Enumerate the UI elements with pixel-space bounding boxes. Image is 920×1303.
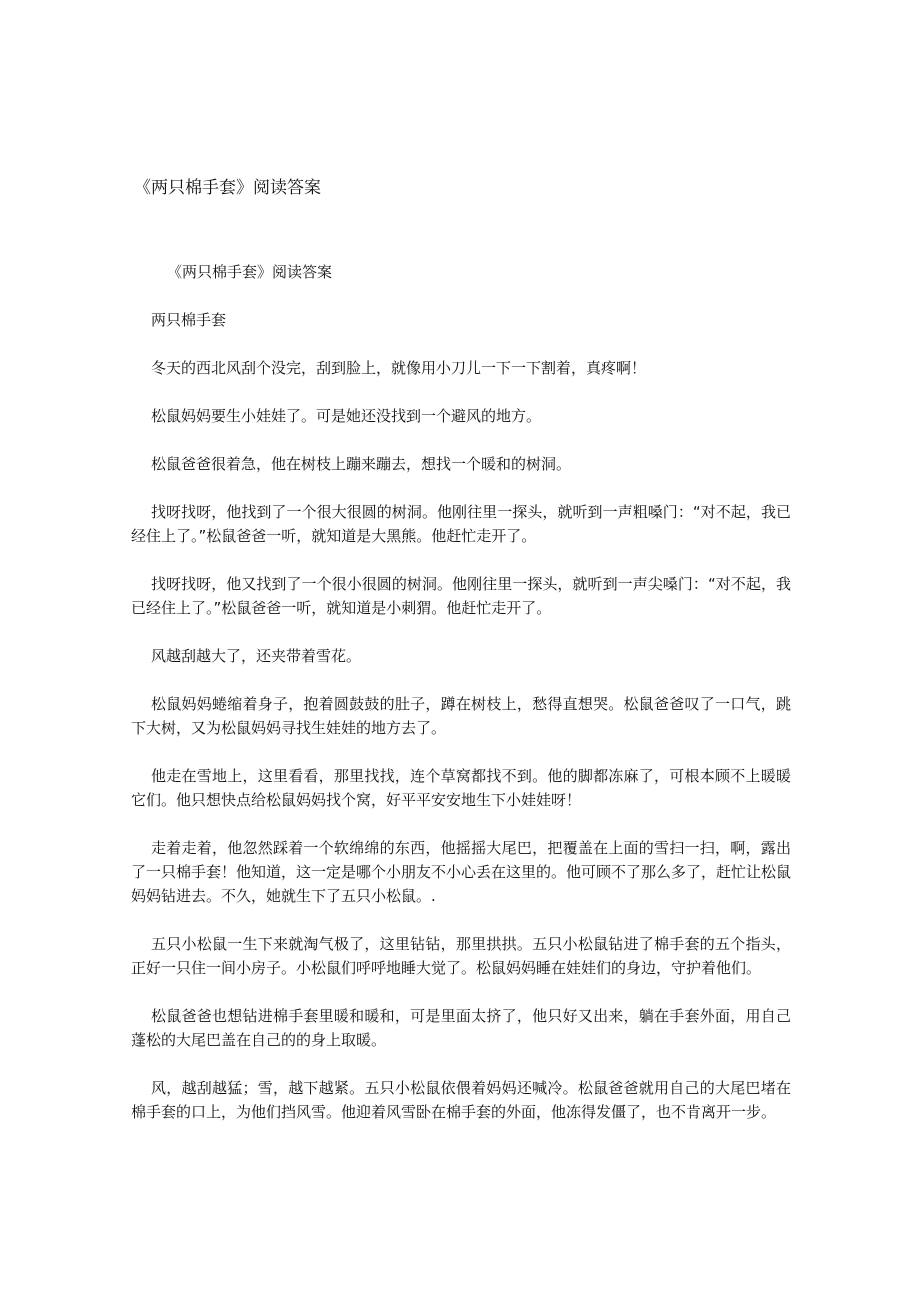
- paragraph: 松鼠妈妈蜷缩着身子，抱着圆鼓鼓的肚子，蹲在树枝上，愁得直想哭。松鼠爸爸叹了一口气，跳下大树，又为松鼠妈妈寻找生娃娃的地方去了。: [131, 695, 791, 737]
- body-heading: 《两只棉手套》阅读答案: [167, 263, 333, 281]
- paragraph: 找呀找呀，他找到了一个很大很圆的树洞。他刚往里一探头，就听到一声粗嗓门：“对不起，我已经住上了。”松鼠爸爸一听，就知道是大黑熊。他赶忙走开了。: [131, 503, 791, 545]
- paragraph: 风越刮越大了，还夹带着雪花。: [151, 647, 362, 665]
- paragraph: 找呀找呀，他又找到了一个很小很圆的树洞。他刚往里一探头，就听到一声尖嗓门：“对不起，我已经住上了。”松鼠爸爸一听，就知道是小刺猬。他赶忙走开了。: [131, 575, 791, 617]
- paragraph: 他走在雪地上，这里看看，那里找找，连个草窝都找不到。他的脚都冻麻了，可根本顾不上暖暖它们。他只想快点给松鼠妈妈找个窝，好平平安安地生下小娃娃呀！: [131, 767, 791, 809]
- document-body: [131, 260, 791, 1148]
- paragraph: 风，越刮越猛；雪，越下越紧。五只小松鼠依偎着妈妈还喊冷。松鼠爸爸就用自己的大尾巴堵在棉手套的口上，为他们挡风雪。他迎着风雪卧在棉手套的外面，他冻得发僵了，也不肯离开一步。: [131, 1079, 791, 1121]
- paragraph: 松鼠爸爸很着急，他在树枝上蹦来蹦去，想找一个暖和的树洞。: [151, 455, 572, 473]
- paragraph: 五只小松鼠一生下来就淘气极了，这里钻钻，那里拱拱。五只小松鼠钻进了棉手套的五个指头，正好一只住一间小房子。小松鼠们呼呼地睡大觉了。松鼠妈妈睡在娃娃们的身边，守护着他们。: [131, 935, 791, 977]
- document-title: 《两只棉手套》阅读答案: [134, 178, 321, 198]
- paragraph: 走着走着，他忽然踩着一个软绵绵的东西，他摇摇大尾巴，把覆盖在上面的雪扫一扫，啊，露出了一只棉手套！他知道，这一定是哪个小朋友不小心丢在这里的。他可顾不了那么多了，赶忙让松鼠妈妈钻进去。不久，她就生下了五只小松鼠。.: [131, 839, 792, 905]
- paragraph: 松鼠妈妈要生小娃娃了。可是她还没找到一个避风的地方。: [151, 407, 542, 425]
- paragraph: 冬天的西北风刮个没完，刮到脸上，就像用小刀儿一下一下割着，真疼啊！: [151, 359, 647, 377]
- story-title: 两只棉手套: [151, 311, 227, 329]
- paragraph: 松鼠爸爸也想钻进棉手套里暖和暖和，可是里面太挤了，他只好又出来，躺在手套外面，用自己蓬松的大尾巴盖在自己的的身上取暖。: [131, 1007, 791, 1049]
